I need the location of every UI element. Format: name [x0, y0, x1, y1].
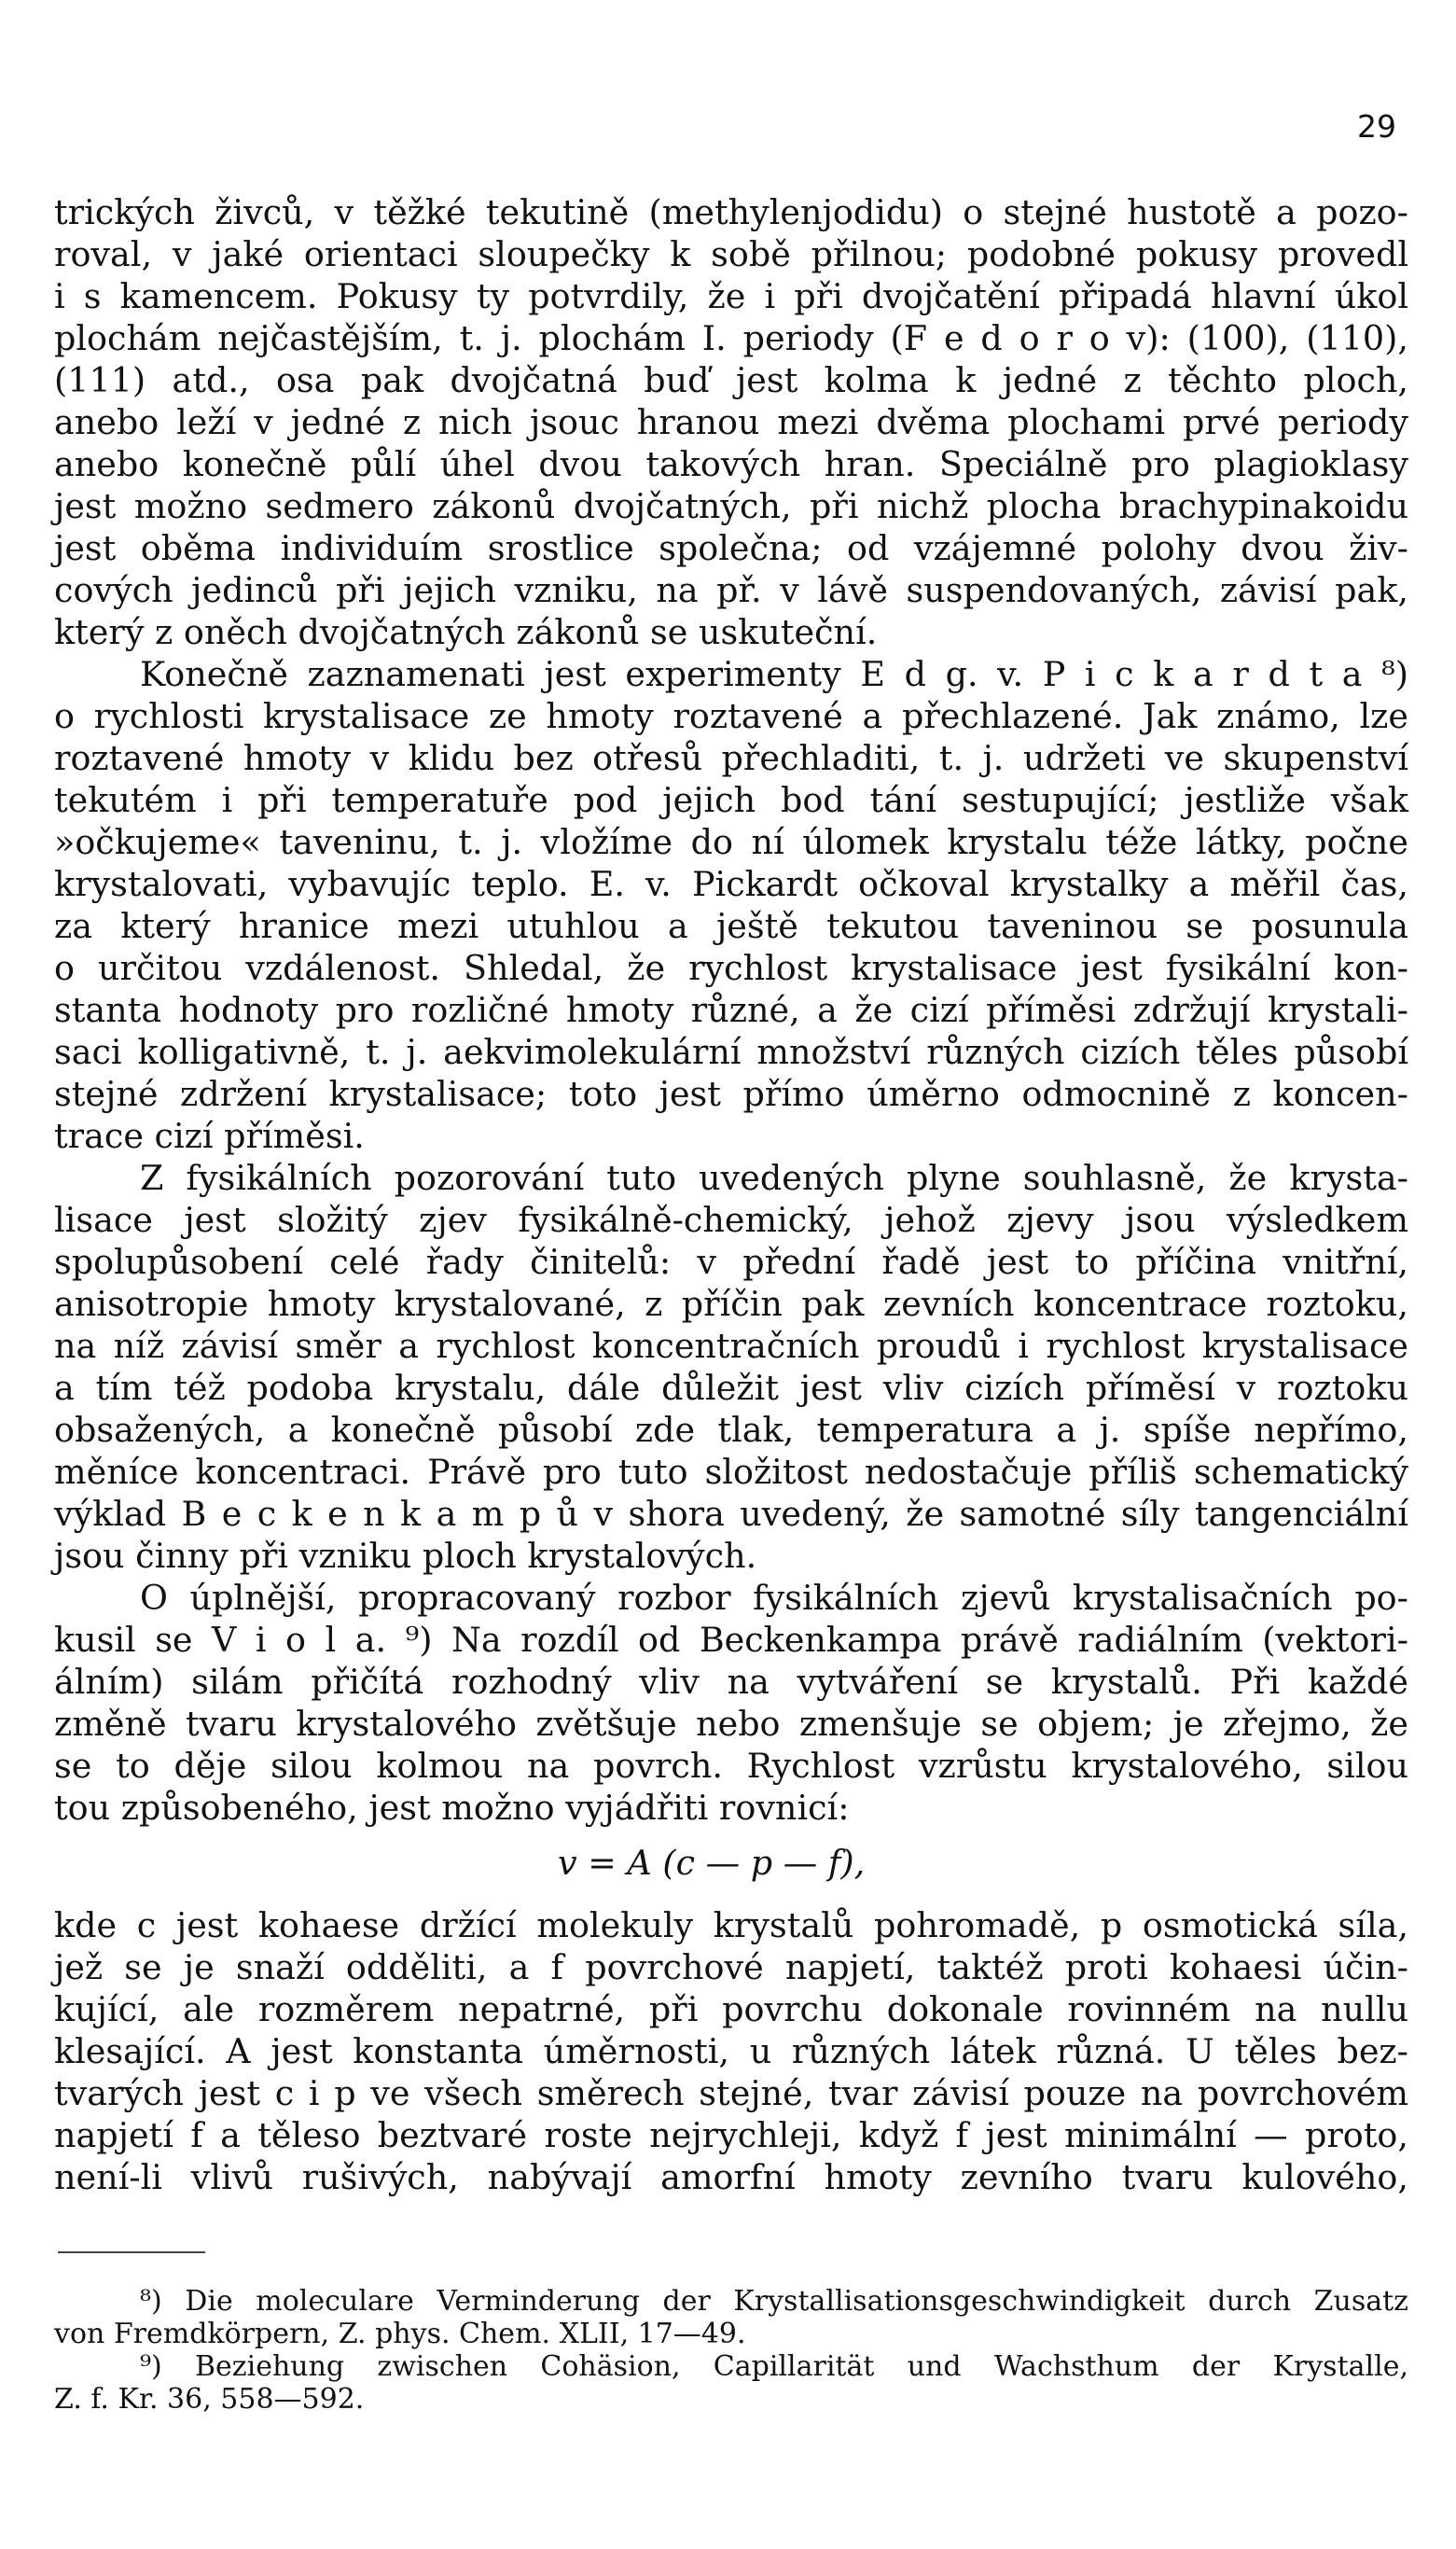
text-line: Z fysikálních pozorování tuto uvedených plyne souhlasně, že krysta-	[140, 1158, 1408, 1198]
text-line: »očkujeme« taveninu, t. j. vložíme do ní úlomek krystalu téže látky, počne	[54, 822, 1408, 862]
text-line: stejné zdržení krystalisace; toto jest přímo úměrno odmocnině z koncen-	[54, 1074, 1408, 1114]
text-line: jsou činny při vzniku ploch krystalových.	[54, 1536, 757, 1576]
text-line: se to děje silou kolmou na povrch. Rychlost vzrůstu krystalového, silou	[54, 1746, 1408, 1786]
text-line: lisace jest složitý zjev fysikálně-chemický, jehož zjevy jsou výsledkem	[54, 1200, 1408, 1240]
text-line: tou způsobeného, jest možno vyjádřiti rovnicí:	[54, 1788, 850, 1828]
text-line: saci kolligativně, t. j. aekvimolekulární množství různých cizích těles působí	[54, 1032, 1408, 1072]
text-line: krystalovati, vybavujíc teplo. E. v. Pickardt očkoval krystalky a měřil čas,	[54, 864, 1408, 904]
text-line: anebo leží v jedné z nich jsouc hranou mezi dvěma plochami prvé periody	[54, 402, 1408, 442]
paragraph-3	[54, 1157, 1408, 1577]
text-line: o určitou vzdálenost. Shledal, že rychlost krystalisace jest fysikální kon-	[54, 948, 1408, 988]
text-line: měníce koncentraci. Právě pro tuto složitost nedostačuje příliš schematický	[54, 1452, 1408, 1492]
footnotes	[54, 2285, 1408, 2416]
footnote-9	[54, 2350, 1408, 2416]
text-line: klesající. A jest konstanta úměrnosti, u různých látek různá. U těles bez-	[54, 2031, 1408, 2071]
page-number: 29	[1357, 108, 1396, 145]
text-line: (111) atd., osa pak dvojčatná buď jest kolma k jedné z těchto ploch,	[54, 360, 1408, 400]
text-line: výklad B e c k e n k a m p ů v shora uvedený, že samotné síly tangenciální	[54, 1494, 1408, 1534]
footnote-line: ⁹) Beziehung zwischen Cohäsion, Capillarität und Wachsthum der Krystalle,	[140, 2350, 1408, 2383]
text-line: roval, v jaké orientaci sloupečky k sobě přilnou; podobné pokusy provedl	[54, 234, 1408, 274]
text-line: není-li vlivů rušivých, nabývají amorfní hmoty zevního tvaru kulového,	[54, 2157, 1408, 2197]
text-line: O úplnější, propracovaný rozbor fysikálních zjevů krystalisačních po-	[140, 1578, 1408, 1618]
text-line: anebo konečně půlí úhel dvou takových hran. Speciálně pro plagioklasy	[54, 444, 1408, 484]
footnote-8	[54, 2285, 1408, 2350]
text-line: jest oběma individuím srostlice společna; od vzájemné polohy dvou živ-	[54, 528, 1408, 568]
text-line: jest možno sedmero zákonů dvojčatných, při nichž plocha brachypinakoidu	[54, 486, 1408, 526]
paragraph-1	[54, 191, 1408, 653]
footnote-line: von Fremdkörpern, Z. phys. Chem. XLII, 17—49.	[54, 2318, 746, 2350]
text-line: kde c jest kohaese držící molekuly krystalů pohromadě, p osmotická síla,	[54, 1905, 1408, 1945]
text-line: spolupůsobení celé řady činitelů: v přední řadě jest to příčina vnitřní,	[54, 1242, 1408, 1282]
text-line: za který hranice mezi utuhlou a ještě tekutou taveninou se posunula	[54, 906, 1408, 946]
text-line: a tím též podoba krystalu, dále důležit jest vliv cizích příměsí v roztoku	[54, 1368, 1408, 1408]
text-line: kující, ale rozměrem nepatrné, při povrchu dokonale rovinném na nullu	[54, 1989, 1408, 2029]
paragraph-2	[54, 653, 1408, 1157]
text-line: anisotropie hmoty krystalované, z příčin pak zevních koncentrace roztoku,	[54, 1284, 1408, 1324]
paragraph-4	[54, 1577, 1408, 1829]
text-line: na níž závisí směr a rychlost koncentračních proudů i rychlost krystalisace	[54, 1326, 1408, 1366]
text-line: napjetí f a těleso beztvaré roste nejrychleji, když f jest minimální — proto,	[54, 2115, 1408, 2155]
text-line: i s kamencem. Pokusy ty potvrdily, že i při dvojčatění připadá hlavní úkol	[54, 276, 1408, 316]
text-line: trických živců, v těžké tekutině (methylenjodidu) o stejné hustotě a pozo-	[54, 192, 1408, 232]
text-line: cových jedinců při jejich vzniku, na př. v lávě suspendovaných, závisí pak,	[54, 570, 1408, 610]
equation: v = A (c — p — f),	[558, 1843, 866, 1883]
text-line: stanta hodnoty pro rozličné hmoty různé, a že cizí příměsi zdržují krystali-	[54, 990, 1408, 1030]
text-line: změně tvaru krystalového zvětšuje nebo zmenšuje se objem; je zřejmo, že	[54, 1704, 1408, 1744]
text-line: který z oněch dvojčatných zákonů se uskuteční.	[54, 612, 878, 652]
text-line: trace cizí příměsi.	[54, 1116, 365, 1156]
footnote-divider	[58, 2251, 205, 2253]
text-line: tekutém i při temperatuře pod jejich bod tání sestupující; jestliže však	[54, 780, 1408, 820]
text-line: roztavené hmoty v klidu bez otřesů přechladiti, t. j. udržeti ve skupenství	[54, 738, 1408, 778]
footnote-line: Z. f. Kr. 36, 558—592.	[54, 2383, 365, 2416]
paragraph-5	[54, 1904, 1408, 2198]
text-line: kusil se V i o l a. ⁹) Na rozdíl od Beckenkampa právě radiálním (vektori-	[54, 1620, 1408, 1660]
text-line: Konečně zaznamenati jest experimenty E d g. v. P i c k a r d t a ⁸)	[140, 654, 1408, 694]
text-line: tvarých jest c i p ve všech směrech stejné, tvar závisí pouze na povrchovém	[54, 2073, 1408, 2113]
body-text	[54, 191, 1408, 2198]
footnote-line: ⁸) Die moleculare Verminderung der Krystallisationsgeschwindigkeit durch Zusatz	[140, 2285, 1408, 2318]
text-line: obsažených, a konečně působí zde tlak, temperatura a j. spíše nepřímo,	[54, 1410, 1408, 1450]
text-line: o rychlosti krystalisace ze hmoty roztavené a přechlazené. Jak známo, lze	[54, 696, 1408, 736]
text-line: jež se je snaží odděliti, a f povrchové napjetí, taktéž proti kohaesi účin-	[54, 1947, 1408, 1987]
text-line: álním) silám přičítá rozhodný vliv na vytváření se krystalů. Při každé	[54, 1662, 1408, 1702]
text-line: plochám nejčastějším, t. j. plochám I. periody (F e d o r o v): (100), (110),	[54, 318, 1408, 358]
